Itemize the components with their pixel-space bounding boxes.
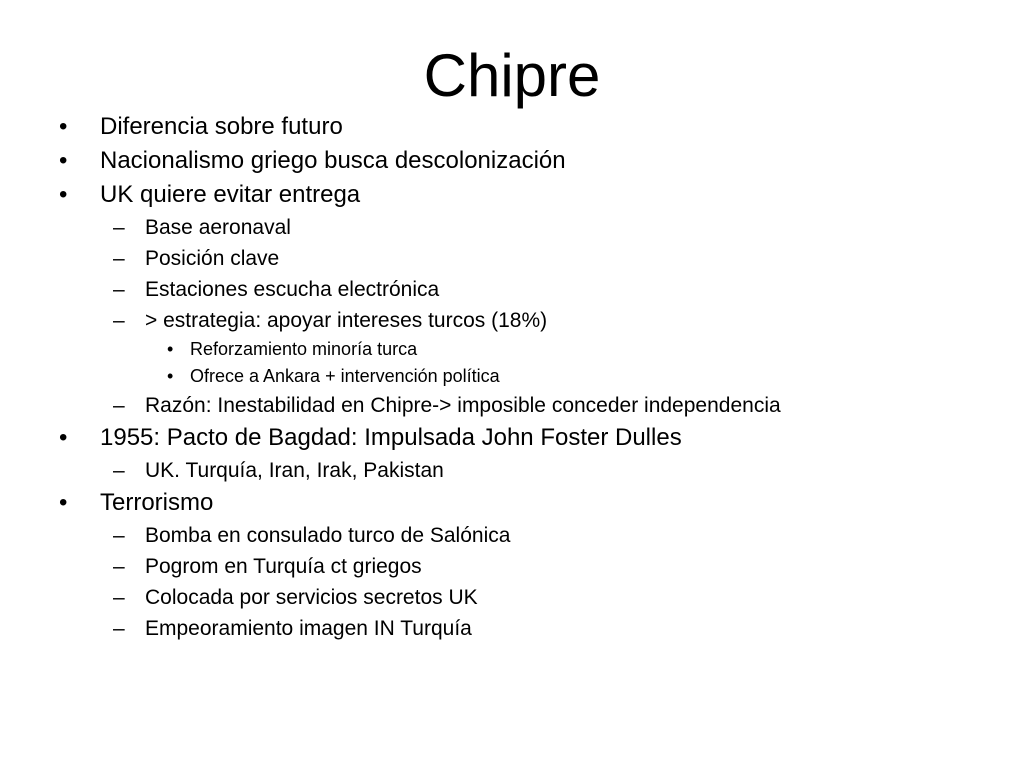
bullet-marker: • (59, 147, 68, 174)
dash-marker: – (113, 216, 125, 239)
dash-marker: – (113, 394, 125, 417)
bullet-text: UK quiere evitar entrega (100, 181, 361, 208)
dash-marker: – (113, 459, 125, 482)
sub-bullet-text: > estrategia: apoyar intereses turcos (18%) (145, 309, 548, 332)
bullet-item (0, 144, 1024, 178)
sub-bullet-item (0, 551, 1024, 582)
bullet-item (0, 421, 1024, 455)
bullet-list (0, 110, 1024, 644)
sub-bullet-item (0, 520, 1024, 551)
sub-bullet-text: UK. Turquía, Iran, Irak, Pakistan (145, 459, 444, 482)
sub-bullet-text: Empeoramiento imagen IN Turquía (145, 617, 472, 640)
dash-marker: – (113, 617, 125, 640)
dash-marker: – (113, 524, 125, 547)
sub-sub-bullet-item (0, 336, 1024, 363)
sub-bullet-item (0, 613, 1024, 644)
bullet-text: Nacionalismo griego busca descolonización (100, 147, 566, 174)
bullet-item (0, 486, 1024, 520)
sub-bullet-item (0, 582, 1024, 613)
sub-bullet-text: Razón: Inestabilidad en Chipre-> imposible conceder independencia (145, 394, 781, 417)
slide-title: Chipre (423, 42, 601, 109)
sub-bullet-text: Base aeronaval (145, 216, 291, 239)
sub-bullet-item (0, 274, 1024, 305)
dash-marker: – (113, 247, 125, 270)
dash-marker: – (113, 278, 125, 301)
bullet-item (0, 178, 1024, 212)
sub-bullet-text: Estaciones escucha electrónica (145, 278, 440, 301)
bullet-marker: • (59, 424, 68, 451)
bullet-marker: • (59, 113, 68, 140)
dash-marker: – (113, 555, 125, 578)
dash-marker: – (113, 309, 125, 332)
bullet-text: 1955: Pacto de Bagdad: Impulsada John Foster Dulles (100, 424, 682, 451)
sub-bullet-text: Bomba en consulado turco de Salónica (145, 524, 511, 547)
sub-bullet-text: Pogrom en Turquía ct griegos (145, 555, 422, 578)
sub-bullet-item (0, 305, 1024, 336)
bullet-marker: • (59, 181, 68, 208)
bullet-item (0, 110, 1024, 144)
sub-bullet-text: Colocada por servicios secretos UK (145, 586, 478, 609)
sub-bullet-text: Posición clave (145, 247, 280, 270)
bullet-marker: • (167, 366, 174, 386)
bullet-text: Terrorismo (100, 489, 214, 516)
sub-sub-bullet-text: Reforzamiento minoría turca (190, 339, 418, 359)
sub-bullet-item (0, 243, 1024, 274)
sub-bullet-item (0, 212, 1024, 243)
bullet-marker: • (167, 339, 174, 359)
dash-marker: – (113, 586, 125, 609)
sub-bullet-item (0, 455, 1024, 486)
sub-sub-bullet-text: Ofrece a Ankara + intervención política (190, 366, 500, 386)
bullet-text: Diferencia sobre futuro (100, 113, 343, 140)
sub-sub-bullet-item (0, 363, 1024, 390)
sub-bullet-item (0, 390, 1024, 421)
bullet-marker: • (59, 489, 68, 516)
